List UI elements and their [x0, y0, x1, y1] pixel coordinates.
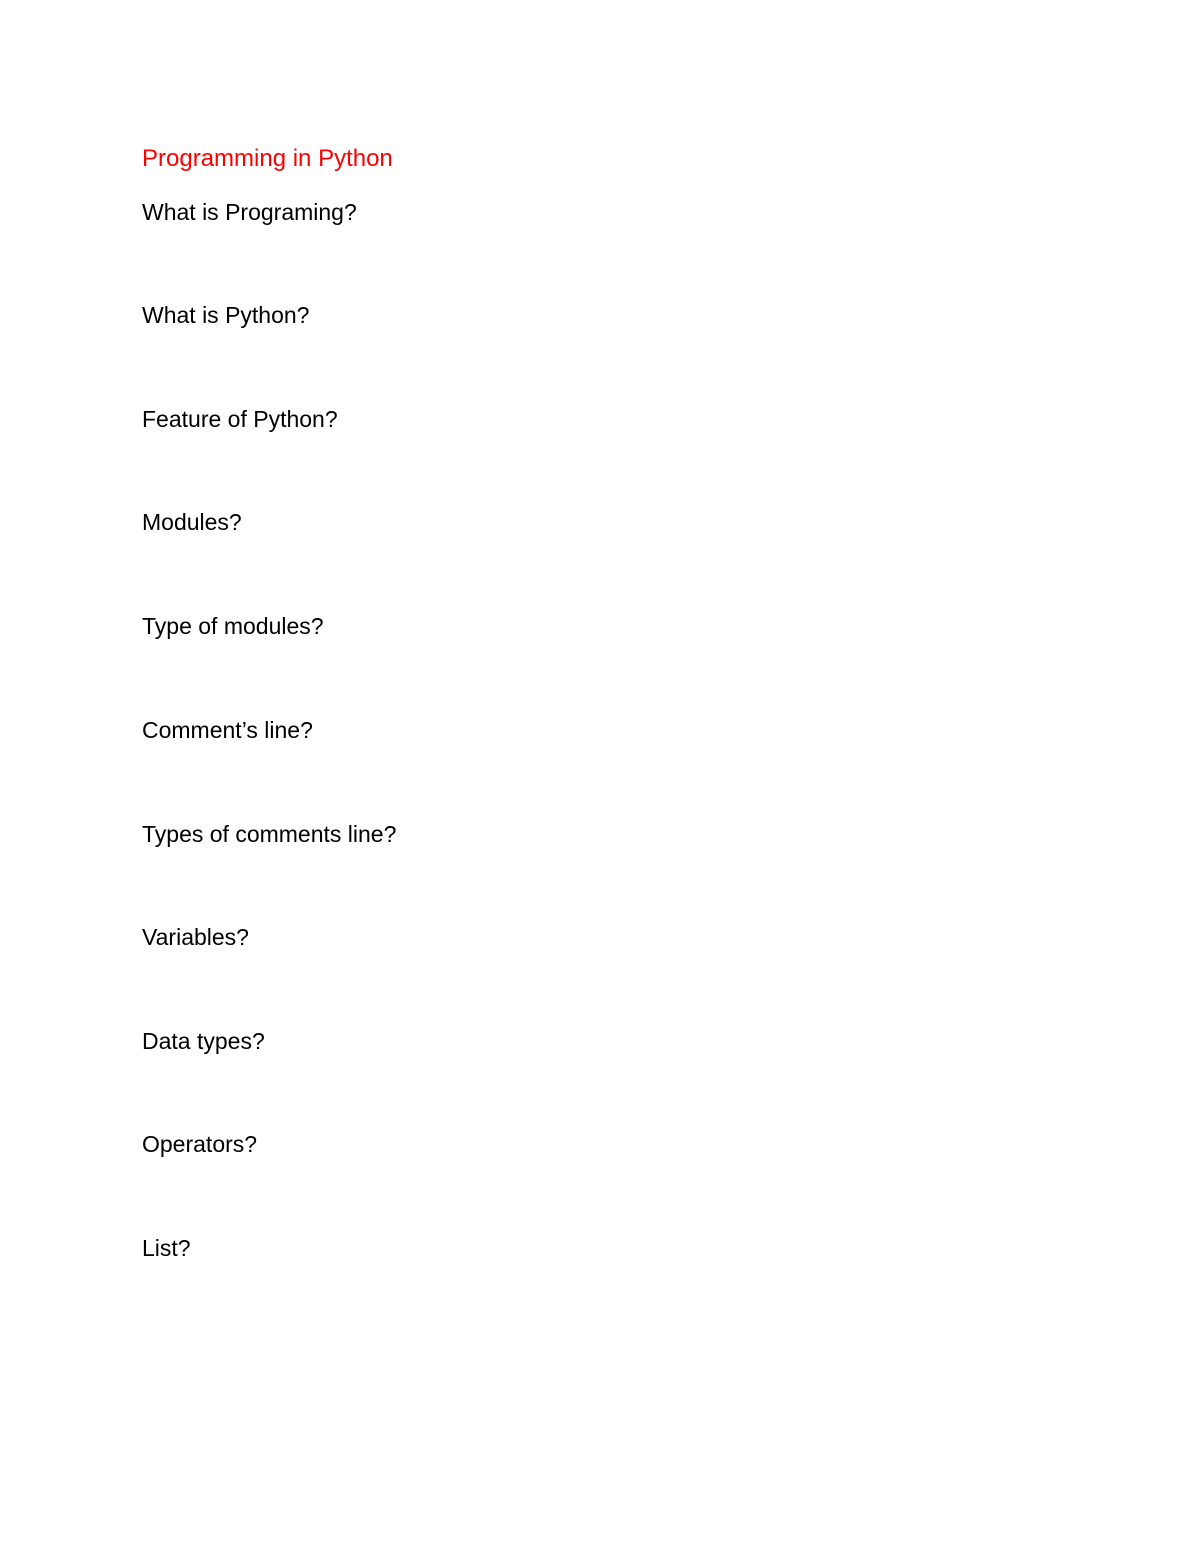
question-item: Modules?: [142, 509, 242, 535]
question-item: Type of modules?: [142, 613, 324, 639]
question-item: Feature of Python?: [142, 406, 338, 432]
document-title: Programming in Python: [142, 145, 393, 172]
question-item: Variables?: [142, 924, 249, 950]
question-item: What is Programing?: [142, 199, 357, 225]
question-item: What is Python?: [142, 302, 310, 328]
question-item: List?: [142, 1235, 191, 1261]
question-item: Operators?: [142, 1131, 258, 1157]
question-item: Comment’s line?: [142, 717, 313, 743]
question-item: Data types?: [142, 1028, 265, 1054]
question-item: Types of comments line?: [142, 821, 397, 847]
